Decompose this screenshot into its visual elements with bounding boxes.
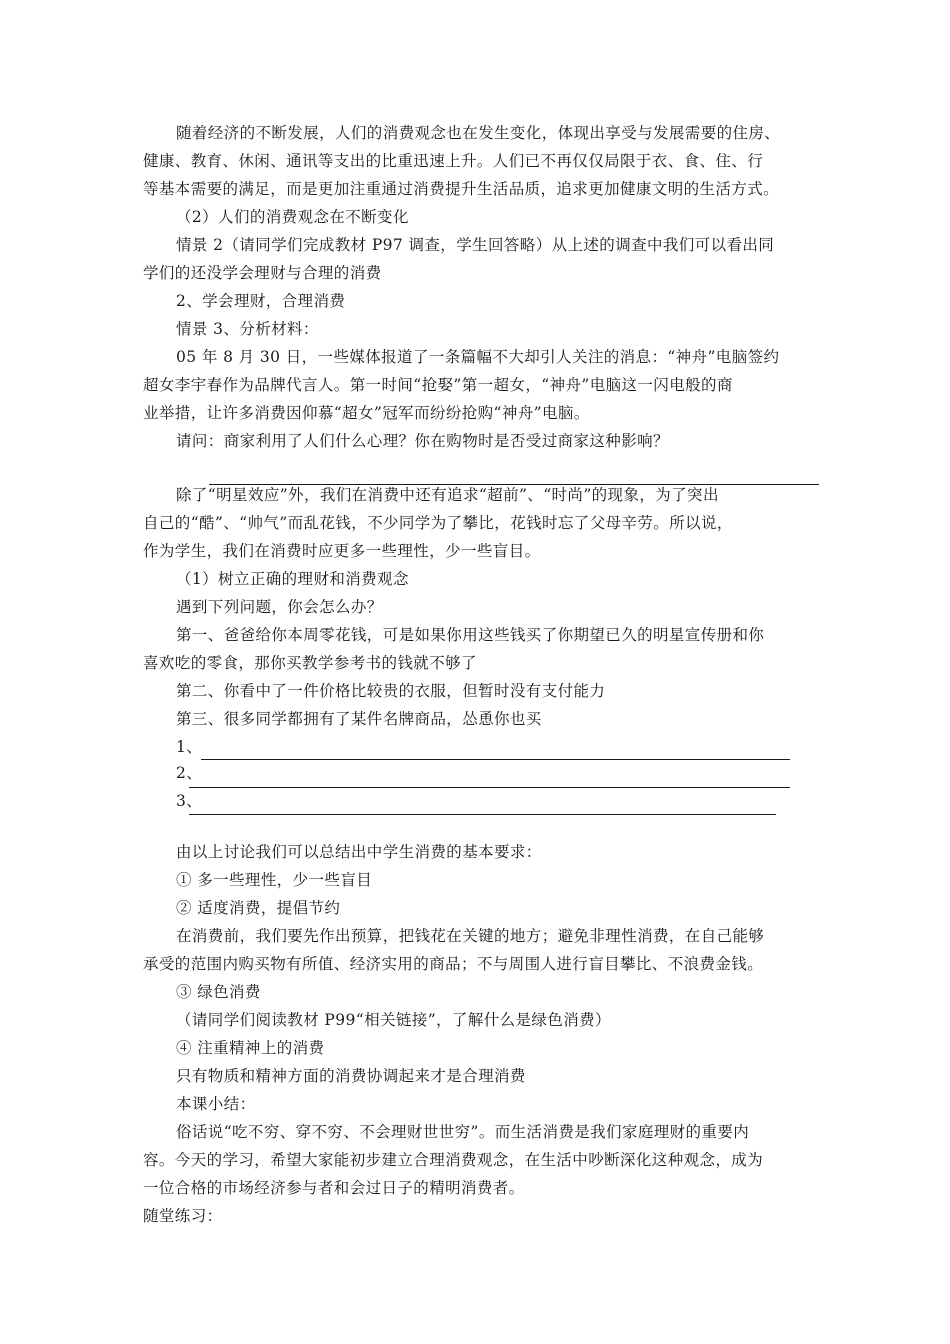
paragraph-line: 情景 3、分析材料： <box>176 320 319 338</box>
answer-number: 2、 <box>176 764 203 782</box>
question-line: 请问：商家利用了人们什么心理？你在购物时是否受过商家这种影响？ <box>176 432 669 450</box>
list-item: ① 多一些理性，少一些盲目 <box>176 871 373 889</box>
section-heading: 本课小结： <box>176 1095 256 1113</box>
paragraph-line: 第二、你看中了一件价格比较贵的衣服，但暂时没有支付能力 <box>176 682 606 700</box>
paragraph-line: 承受的范围内购买物有所值、经济实用的商品；不与周围人进行盲目攀比、不浪费金钱。 <box>143 955 764 973</box>
paragraph-line: 由以上讨论我们可以总结出中学生消费的基本要求： <box>176 843 542 861</box>
section-heading: （1）树立正确的理财和消费观念 <box>176 570 409 588</box>
paragraph-line: 容。今天的学习，希望大家能初步建立合理消费观念，在生活中吵断深化这种观念，成为 <box>143 1151 764 1169</box>
paragraph-line: 随着经济的不断发展，人们的消费观念也在发生变化，体现出享受与发展需要的住房、 <box>176 124 781 142</box>
answer-number: 3、 <box>176 792 203 810</box>
paragraph-line: 除了“明星效应”外，我们在消费中还有追求“超前”、“时尚”的现象，为了突出 <box>176 486 719 504</box>
paragraph-line: 情景 2（请同学们完成教材 P97 调查，学生回答略）从上述的调查中我们可以看出同 <box>176 236 775 254</box>
paragraph-line: 健康、教育、休闲、通讯等支出的比重迅速上升。人们已不再仅仅局限于衣、食、住、行 <box>143 152 764 170</box>
section-heading: 随堂练习： <box>143 1207 223 1225</box>
list-item: ④ 注重精神上的消费 <box>176 1039 325 1057</box>
paragraph-line: 第三、很多同学都拥有了某件名牌商品，怂恿你也买 <box>176 710 542 728</box>
section-heading: 2、学会理财，合理消费 <box>176 292 346 310</box>
answer-blank-line <box>189 787 790 788</box>
paragraph-line: 一位合格的市场经济参与者和会过日子的精明消费者。 <box>143 1179 525 1197</box>
paragraph-line: 05 年 8 月 30 日，一些媒体报道了一条篇幅不大却引人关注的消息：“神舟”电脑签约 <box>176 348 780 366</box>
paragraph-line: 自己的“酷”、“帅气”而乱花钱，不少同学为了攀比，花钱时忘了父母辛劳。所以说， <box>143 514 733 532</box>
answer-number: 1、 <box>176 738 203 756</box>
paragraph-line: 遇到下列问题，你会怎么办？ <box>176 598 383 616</box>
paragraph-line: 喜欢吃的零食，那你买教学参考书的钱就不够了 <box>143 654 477 672</box>
paragraph-line: 业举措，让许多消费因仰慕“超女”冠军而纷纷抢购“神舟”电脑。 <box>143 404 590 422</box>
section-heading: （2）人们的消费观念在不断变化 <box>176 208 409 226</box>
paragraph-line: 俗话说“吃不穷、穿不穷、不会理财世世穷”。而生活消费是我们家庭理财的重要内 <box>176 1123 750 1141</box>
paragraph-line: 在消费前，我们要先作出预算，把钱花在关键的地方；避免非理性消费，在自己能够 <box>176 927 765 945</box>
paragraph-line: 学们的还没学会理财与合理的消费 <box>143 264 382 282</box>
paragraph-line: 超女李宇春作为品牌代言人。第一时间“抢娶”第一超女，“神舟”电脑这一闪电般的商 <box>143 376 733 394</box>
paragraph-line: 作为学生，我们在消费时应更多一些理性，少一些盲目。 <box>143 542 541 560</box>
list-item: ② 适度消费，提倡节约 <box>176 899 341 917</box>
paragraph-line: （请同学们阅读教材 P99“相关链接”，了解什么是绿色消费） <box>176 1011 611 1029</box>
paragraph-line: 等基本需要的满足，而是更加注重通过消费提升生活品质，追求更加健康文明的生活方式。 <box>143 180 780 198</box>
paragraph-line: 第一、爸爸给你本周零花钱，可是如果你用这些钱买了你期望已久的明星宣传册和你 <box>176 626 765 644</box>
list-item: ③ 绿色消费 <box>176 983 261 1001</box>
paragraph-line: 只有物质和精神方面的消费协调起来才是合理消费 <box>176 1067 526 1085</box>
answer-blank-line <box>201 759 790 760</box>
answer-blank-line <box>189 814 776 815</box>
